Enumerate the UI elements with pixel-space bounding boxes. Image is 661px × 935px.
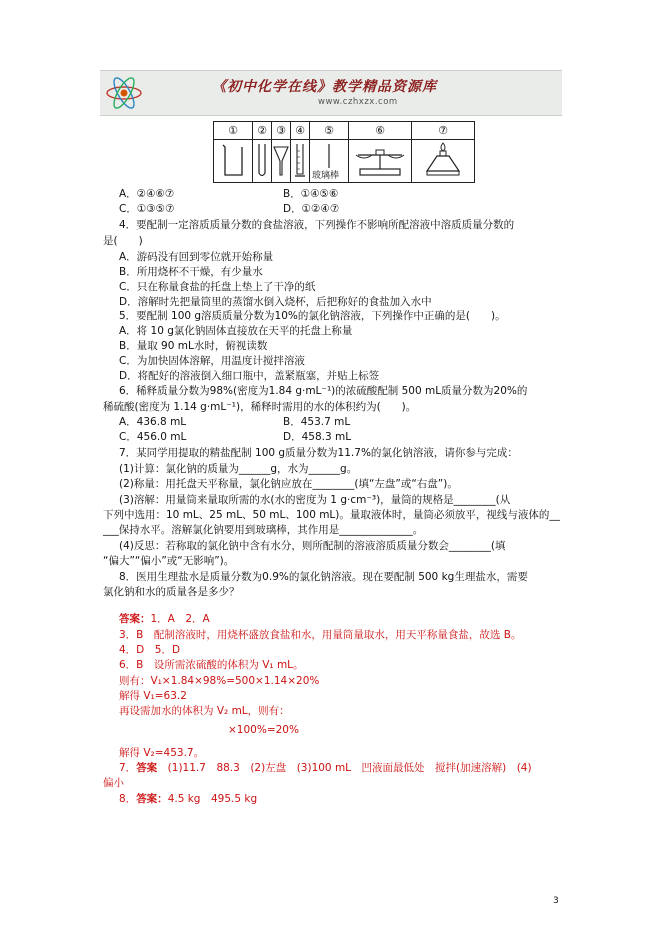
q6-option-d: D．458.3 mL — [283, 431, 352, 443]
graduated-cylinder-cell — [291, 140, 310, 183]
answer-8-heading: 答案： — [136, 793, 168, 805]
answer-7-number: 7． — [119, 762, 137, 774]
answer-7-cont: 偏小 — [103, 777, 124, 789]
q6-option-c: C．456.0 mL — [119, 431, 187, 443]
test-tube-icon — [255, 141, 269, 179]
answer-3: 3．B 配制溶液时，用烧杯盛放食盐和水，用量筒量取水，用天平称量食盐，故选 B。 — [119, 629, 522, 641]
q6-stem-cont: 稀硫酸(密度为 1.14 g·mL⁻¹)，稀释时需用的水的体积约为( )。 — [103, 401, 417, 413]
equip-number: ① — [214, 122, 253, 140]
q4-stem-cont: 是( ) — [103, 235, 143, 247]
beaker-icon — [218, 141, 248, 179]
banner-url: www.czhxzx.com — [318, 97, 398, 107]
equip-number: ③ — [272, 122, 291, 140]
q3-option-d: D．①②④⑦ — [283, 203, 340, 215]
q8-stem-cont: 氯化钠和水的质量各是多少？ — [103, 586, 240, 598]
q4-option-a: A．游码没有回到零位就开始称量 — [119, 251, 274, 263]
answer-6-result: 解得 V₁=63.2 — [119, 690, 187, 702]
q6-option-a: A．436.8 mL — [119, 416, 187, 428]
answer-6: 6．B 设所需浓硫酸的体积为 V₁ mL。 — [119, 659, 304, 671]
q3-option-c: C．①③⑤⑦ — [119, 203, 175, 215]
answer-1-2 — [119, 611, 210, 626]
test-tube-cell — [253, 140, 272, 183]
answer-7-text: (1)11.7 88.3 (2)左盘 (3)100 mL 凹液面最低处 搅拌(加速溶解) (4) — [157, 762, 532, 774]
answer-6-final: 解得 V₂=453.7。 — [119, 747, 205, 759]
atom-logo-icon — [104, 73, 144, 113]
page-number: 3 — [553, 896, 559, 906]
graduated-cylinder-icon — [293, 141, 307, 179]
beaker-cell — [214, 140, 253, 183]
q5-option-c: C．为加快固体溶解，用温度计搅拌溶液 — [119, 355, 305, 367]
answer-8 — [119, 791, 257, 806]
answer-8-number: 8． — [119, 793, 137, 805]
q7-part3-cont2: ___保持水平。溶解氯化钠要用到玻璃棒，其作用是______________。 — [103, 524, 424, 536]
funnel-cell — [272, 140, 291, 183]
q3-option-a: A．②④⑥⑦ — [119, 188, 175, 200]
q7-stem: 7．某同学用提取的精盐配制 100 g质量分数为11.7%的氯化钠溶液，请你参与完成： — [119, 447, 518, 459]
answer-4-5: 4．D 5．D — [119, 644, 181, 656]
q7-part3: (3)溶解：用量筒来量取所需的水(水的密度为 1 g·cm⁻³)，量筒的规格是________(从 — [119, 494, 511, 506]
equip-number: ⑦ — [412, 122, 475, 140]
glass-rod-label: 玻璃棒 — [312, 171, 340, 181]
q4-option-c: C．只在称量食盐的托盘上垫上了干净的纸 — [119, 281, 316, 293]
q7-part4: (4)反思：若称取的氯化钠中含有水分，则所配制的溶液溶质质量分数会________(填 — [119, 540, 506, 552]
alcohol-lamp-icon — [423, 141, 463, 179]
answer-8-text: 4.5 kg 495.5 kg — [167, 793, 258, 805]
answer-6-setup: 再设需加水的体积为 V₂ mL，则有： — [119, 705, 290, 717]
equip-number: ⑥ — [349, 122, 412, 140]
q6-stem: 6．稀释质量分数为98%(密度为1.84 g·mL⁻¹)的浓硫酸配制 500 mL质量分数为20%的 — [119, 385, 528, 397]
q4-option-d: D．溶解时先把量筒里的蒸馏水倒入烧杯，后把称好的食盐加入水中 — [119, 296, 432, 308]
answer-7 — [119, 760, 532, 775]
answer-text: 1．A 2．A — [150, 613, 210, 625]
q3-option-b: B．①④⑤⑥ — [283, 188, 339, 200]
balance-cell — [349, 140, 412, 183]
q5-option-d: D．将配好的溶液倒入细口瓶中，盖紧瓶塞，并贴上标签 — [119, 370, 380, 382]
balance-icon — [352, 141, 408, 179]
q4-stem: 4．要配制一定溶质质量分数的食盐溶液，下列操作不影响所配溶液中溶质质量分数的 — [119, 219, 515, 231]
q7-part1: (1)计算：氯化钠的质量为______g，水为______g。 — [119, 463, 358, 475]
alcohol-lamp-cell — [412, 140, 475, 183]
glass-rod-cell — [310, 140, 349, 183]
answer-6-equation: 则有：V₁×1.84×98%=500×1.14×20% — [119, 675, 320, 687]
q7-part3-cont: 下列中选用：10 mL、25 mL、50 mL、100 mL)。量取液体时，量筒必须放平，视线与液体的__ — [103, 509, 560, 521]
equipment-table — [213, 121, 475, 183]
answer-6-fraction: ×100%=20% — [228, 724, 299, 736]
q8-stem: 8．医用生理盐水是质量分数为0.9%的氯化钠溶液。现在要配制 500 kg生理盐水，需要 — [119, 571, 528, 583]
equip-number: ② — [253, 122, 272, 140]
q7-part4-cont: “偏大”“偏小”或“无影响”)。 — [103, 555, 235, 567]
equip-number: ④ — [291, 122, 310, 140]
answer-7-heading: 答案 — [136, 762, 158, 774]
q4-option-b: B．所用烧杯不干燥，有少量水 — [119, 266, 263, 278]
funnel-icon — [273, 141, 289, 179]
q7-part2: (2)称量：用托盘天平称量，氯化钠应放在________(填“左盘”或“右盘”)。 — [119, 478, 458, 490]
q5-option-a: A．将 10 g氯化钠固体直接放在天平的托盘上称量 — [119, 325, 353, 337]
equip-number: ⑤ — [310, 122, 349, 140]
answer-heading: 答案： — [119, 613, 151, 625]
header-banner — [100, 70, 562, 116]
q5-stem: 5．要配制 100 g溶质质量分数为10%的氯化钠溶液，下列操作中正确的是( )。 — [119, 310, 506, 322]
banner-title: 《初中化学在线》教学精品资源库 — [212, 79, 437, 95]
q6-option-b: B．453.7 mL — [283, 416, 351, 428]
q5-option-b: B．量取 90 mL水时，俯视读数 — [119, 340, 268, 352]
